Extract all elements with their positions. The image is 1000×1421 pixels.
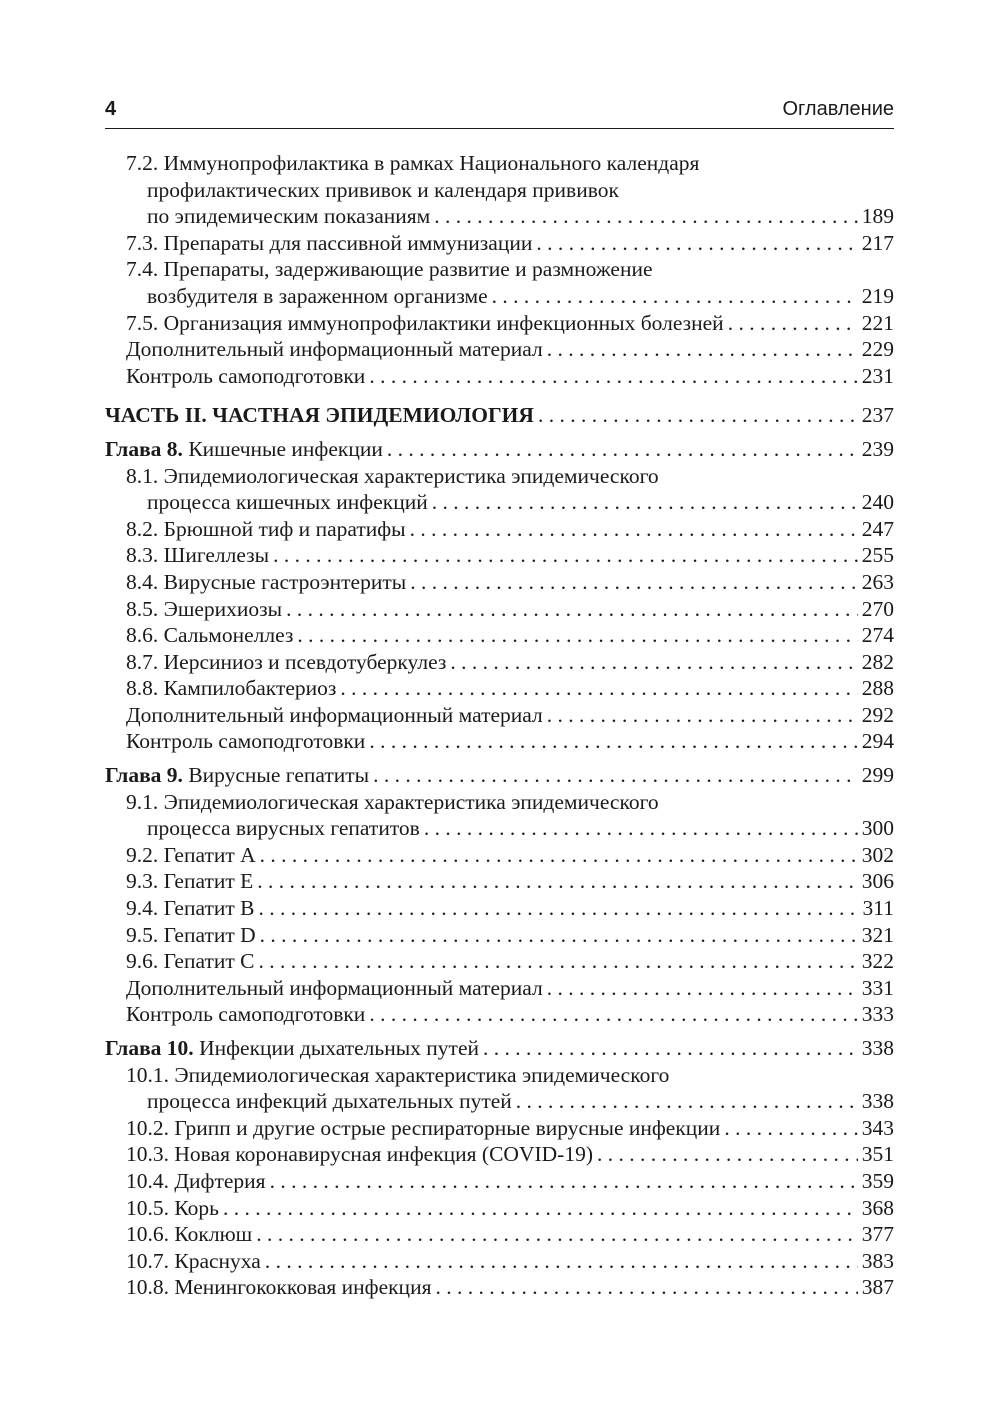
toc-page-number: 311	[862, 896, 894, 921]
toc-entry[interactable]	[105, 1168, 894, 1195]
toc-page-number: 331	[861, 975, 894, 1000]
toc-entry[interactable]	[105, 895, 894, 922]
dot-leader	[547, 702, 858, 729]
dot-leader	[410, 516, 858, 543]
toc-page-number: 270	[861, 596, 894, 621]
toc-entry-text: 10.6. Коклюш	[126, 1222, 253, 1247]
toc-page-number: 237	[861, 403, 894, 428]
dot-leader	[435, 1274, 857, 1301]
toc-page-number: 368	[861, 1195, 894, 1220]
dot-leader	[492, 283, 858, 310]
toc-entry-text: 9.5. Гепатит D	[126, 922, 256, 947]
toc-entry-line	[105, 177, 894, 204]
dot-leader	[516, 1088, 858, 1115]
toc-entry[interactable]	[105, 1195, 894, 1222]
toc-entry-text: Контроль самоподготовки	[126, 363, 366, 388]
dot-leader	[538, 402, 858, 429]
dot-leader	[387, 436, 858, 463]
toc-entry-text: процесса вирусных гепатитов	[147, 816, 420, 841]
chapter-prefix: Глава 9.	[105, 763, 183, 788]
dot-leader	[223, 1195, 858, 1222]
dot-leader	[434, 203, 857, 230]
toc-entry-text: 9.4. Гепатит B	[126, 896, 255, 921]
toc-entry-text: 10.3. Новая коронавирусная инфекция (COVID-19)	[126, 1142, 593, 1167]
toc-part-heading[interactable]	[105, 402, 894, 429]
toc-page-number: 338	[861, 1089, 894, 1114]
toc-page-number: 282	[861, 649, 894, 674]
toc-page-number: 306	[861, 869, 894, 894]
toc-page-number: 322	[861, 949, 894, 974]
toc-entry-text: по эпидемическим показаниям	[147, 204, 431, 229]
toc-entry[interactable]	[105, 1141, 894, 1168]
toc-page-number: 231	[861, 363, 894, 388]
toc-entry-text: возбудителя в зараженном организме	[147, 283, 488, 308]
chapter-title: Кишечные инфекции	[188, 436, 383, 461]
toc-entry[interactable]	[105, 868, 894, 895]
toc-page-number: 263	[861, 569, 894, 594]
toc-page-number: 288	[861, 676, 894, 701]
toc-chapter-heading[interactable]	[105, 436, 894, 463]
dot-leader	[258, 948, 857, 975]
dot-leader	[432, 489, 858, 516]
toc-page-number: 219	[861, 283, 894, 308]
toc-page-number: 387	[861, 1275, 894, 1300]
dot-leader	[547, 975, 858, 1002]
toc-page-number: 377	[861, 1222, 894, 1247]
chapter-prefix: Глава 10.	[105, 1036, 194, 1060]
toc-entry[interactable]	[105, 649, 894, 676]
toc-entry-text: 8.1. Эпидемиологическая характеристика эпидемического	[126, 463, 659, 488]
toc-chapter-title	[105, 762, 369, 789]
toc-entry[interactable]	[105, 1001, 894, 1028]
toc-page-number: 229	[861, 337, 894, 362]
toc-entry-line	[105, 789, 894, 816]
toc-page-number: 240	[861, 490, 894, 515]
toc-entry-line	[105, 150, 894, 177]
toc-entry[interactable]	[105, 948, 894, 975]
dot-leader	[260, 842, 858, 869]
dot-leader	[369, 728, 857, 755]
toc-page-number: 294	[861, 729, 894, 754]
toc-part-title: ЧАСТЬ II. ЧАСТНАЯ ЭПИДЕМИОЛОГИЯ	[105, 403, 534, 428]
toc-page-number: 338	[861, 1036, 894, 1060]
toc-entry-text: процесса инфекций дыхательных путей	[147, 1089, 512, 1114]
toc-entry[interactable]	[105, 596, 894, 623]
toc-page-number: 221	[861, 310, 894, 335]
toc-entry[interactable]	[105, 363, 894, 390]
toc-entry-text: Контроль самоподготовки	[126, 1002, 366, 1027]
toc-entry-text: 8.2. Брюшной тиф и паратифы	[126, 516, 406, 541]
toc-entry[interactable]	[105, 702, 894, 729]
toc-entry-text: 8.8. Кампилобактериоз	[126, 676, 337, 701]
toc-entry-line	[105, 463, 894, 490]
dot-leader	[450, 649, 857, 676]
toc-entry[interactable]	[105, 1115, 894, 1142]
toc-entry-text: 8.4. Вирусные гастроэнтериты	[126, 569, 407, 594]
toc-chapter-heading[interactable]	[105, 1035, 894, 1062]
running-title: Оглавление	[782, 98, 894, 120]
toc-entry-text: профилактических прививок и календаря прививок	[147, 177, 619, 202]
toc-entry-text: 7.5. Организация иммунопрофилактики инфекционных болезней	[126, 310, 724, 335]
toc-entry[interactable]	[105, 728, 894, 755]
toc-page-number: 333	[861, 1002, 894, 1027]
toc-entry[interactable]	[105, 203, 894, 230]
toc-page-number: 255	[861, 543, 894, 568]
running-header	[105, 98, 894, 129]
toc-entry-text: 10.8. Менингококковая инфекция	[126, 1275, 432, 1300]
toc-page-number: 351	[861, 1142, 894, 1167]
toc-page-number: 302	[861, 842, 894, 867]
toc-entry-text: 8.7. Иерсиниоз и псевдотуберкулез	[126, 649, 447, 674]
dot-leader	[273, 542, 858, 569]
toc-entry[interactable]	[105, 1088, 894, 1115]
toc-entry[interactable]	[105, 1248, 894, 1275]
dot-leader	[256, 1221, 858, 1248]
toc-chapter-title	[105, 1035, 479, 1062]
dot-leader	[369, 1001, 857, 1028]
dot-leader	[265, 1248, 858, 1275]
toc-page-number: 300	[861, 816, 894, 841]
toc-entry[interactable]	[105, 622, 894, 649]
toc-entry-text: процесса кишечных инфекций	[147, 490, 428, 515]
toc-page-number: 321	[861, 922, 894, 947]
toc-entry-line	[105, 1062, 894, 1089]
chapter-prefix: Глава 8.	[105, 436, 183, 461]
toc-entry-text: 7.4. Препараты, задерживающие развитие и размножение	[126, 257, 653, 282]
toc-page-number: 247	[861, 516, 894, 541]
chapter-title: Инфекции дыхательных путей	[199, 1036, 479, 1060]
dot-leader	[369, 363, 857, 390]
toc-entry[interactable]	[105, 489, 894, 516]
dot-leader	[258, 895, 858, 922]
toc-entry-text: 10.4. Дифтерия	[126, 1168, 266, 1193]
toc-entry[interactable]	[105, 815, 894, 842]
dot-leader	[536, 230, 857, 257]
toc-entry[interactable]	[105, 230, 894, 257]
toc-entry-text: 8.5. Эшерихиозы	[126, 596, 283, 621]
toc-entry[interactable]	[105, 842, 894, 869]
toc-entry[interactable]	[105, 542, 894, 569]
toc-entry-line	[105, 256, 894, 283]
dot-leader	[597, 1141, 858, 1168]
toc-chapter-heading[interactable]	[105, 762, 894, 789]
toc-entry[interactable]	[105, 675, 894, 702]
toc-entry[interactable]	[105, 1274, 894, 1301]
toc-chapter-title	[105, 436, 383, 463]
toc-entry-text: 8.3. Шигеллезы	[126, 543, 270, 568]
toc-entry-text: 10.5. Корь	[126, 1195, 219, 1220]
chapter-title: Вирусные гепатиты	[188, 763, 370, 788]
dot-leader	[424, 815, 858, 842]
toc-entry-text: 10.7. Краснуха	[126, 1248, 261, 1273]
toc-entry[interactable]	[105, 310, 894, 337]
dot-leader	[724, 1115, 857, 1142]
toc-page-number: 299	[861, 763, 894, 788]
toc-entry[interactable]	[105, 922, 894, 949]
toc-entry-text: Контроль самоподготовки	[126, 729, 366, 754]
dot-leader	[410, 569, 858, 596]
toc-entry-text: 10.2. Грипп и другие острые респираторные вирусные инфекции	[126, 1115, 721, 1140]
dot-leader	[270, 1168, 858, 1195]
toc-entry-text: 7.3. Препараты для пассивной иммунизации	[126, 230, 533, 255]
toc-entry-text: 9.1. Эпидемиологическая характеристика эпидемического	[126, 789, 659, 814]
toc-entry-text: 7.2. Иммунопрофилактика в рамках Национального календаря	[126, 151, 700, 175]
table-of-contents	[105, 150, 894, 1301]
page-number: 4	[105, 98, 117, 120]
toc-page-number: 189	[861, 204, 894, 229]
toc-entry-text: Дополнительный информационный материал	[126, 975, 543, 1000]
toc-page-number: 217	[861, 230, 894, 255]
toc-entry[interactable]	[105, 569, 894, 596]
dot-leader	[297, 622, 857, 649]
toc-entry-text: 10.1. Эпидемиологическая характеристика эпидемического	[126, 1062, 670, 1087]
toc-page-number: 359	[861, 1168, 894, 1193]
dot-leader	[373, 762, 858, 789]
toc-entry[interactable]	[105, 516, 894, 543]
toc-entry-text: 9.3. Гепатит E	[126, 869, 254, 894]
dot-leader	[547, 336, 858, 363]
toc-entry-text: 9.2. Гепатит A	[126, 842, 256, 867]
toc-entry[interactable]	[105, 336, 894, 363]
toc-entry-text: 9.6. Гепатит C	[126, 949, 255, 974]
toc-page-number: 274	[861, 623, 894, 648]
toc-page-number: 239	[861, 436, 894, 461]
dot-leader	[260, 922, 858, 949]
toc-page-number: 383	[861, 1248, 894, 1273]
toc-entry[interactable]	[105, 1221, 894, 1248]
toc-entry-text: 8.6. Сальмонеллез	[126, 623, 294, 648]
toc-page-number: 343	[861, 1115, 894, 1140]
dot-leader	[257, 868, 857, 895]
dot-leader	[286, 596, 858, 623]
toc-entry[interactable]	[105, 975, 894, 1002]
toc-entry-text: Дополнительный информационный материал	[126, 337, 543, 362]
dot-leader	[483, 1035, 858, 1062]
toc-entry-text: Дополнительный информационный материал	[126, 702, 543, 727]
toc-page-number: 292	[861, 702, 894, 727]
dot-leader	[728, 310, 858, 337]
dot-leader	[340, 675, 857, 702]
toc-entry[interactable]	[105, 283, 894, 310]
